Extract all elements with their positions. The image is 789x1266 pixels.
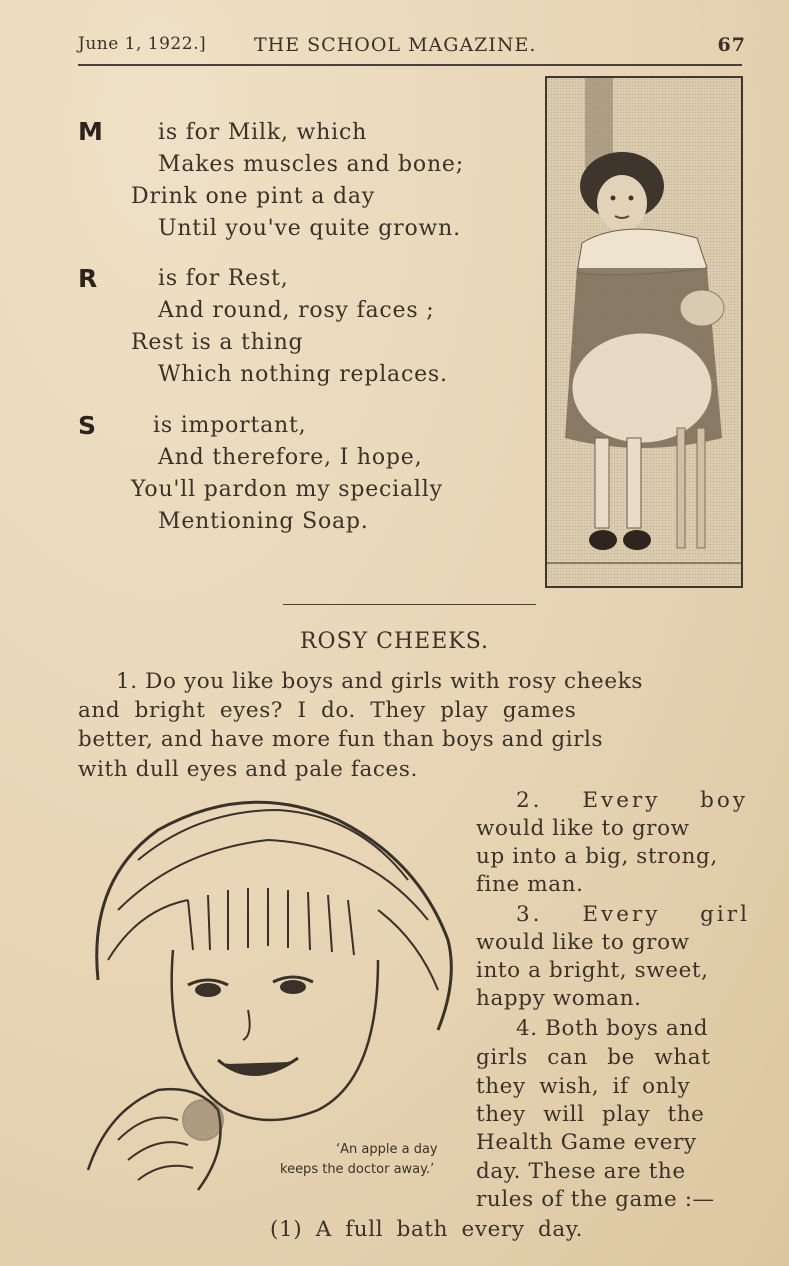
paragraph-line: day. These are the [476,1159,686,1184]
paragraph-line: and bright eyes? I do. They play games [78,698,577,723]
page-header [78,34,746,62]
header-rule [78,64,742,66]
header-date: June 1, 1922.] [78,34,207,54]
paragraph-line: (1) A full bath every day. [270,1217,584,1242]
paragraph-line: they will play the [476,1102,705,1127]
verse-line: Until you've quite grown. [158,216,461,241]
paragraph-line: would like to grow [476,930,690,955]
paragraph-line: up into a big, strong, [476,844,718,869]
paragraph-line: with dull eyes and pale faces. [78,757,418,782]
paragraph-line: better, and have more fun than boys and girls [78,727,604,752]
paragraph-line: 2. Every boy [516,788,749,813]
verse-line: is for Rest, [158,266,289,291]
verse-line: Rest is a thing [131,330,304,355]
verse-line: is for Milk, which [158,120,368,145]
section-title: ROSY CHEEKS. [299,629,490,654]
verse-initial: R [78,264,98,293]
girl-with-lamb-image [547,78,741,586]
paragraph-line: 4. Both boys and [516,1016,709,1041]
verse-initial: S [78,411,97,440]
illustration-caption: keeps the doctor away.’ [280,1162,435,1177]
illustration-caption: ‘An apple a day [336,1142,438,1157]
paragraph-line: rules of the game :— [476,1187,715,1212]
page-number: 67 [717,34,746,56]
verse-line: You'll pardon my specially [131,477,443,502]
verse-initial: M [78,117,103,146]
verse-line: Makes muscles and bone; [158,152,464,177]
section-separator [283,604,536,605]
verse-line: is important, [153,413,307,438]
girl-photograph [545,76,743,588]
paragraph-line: into a bright, sweet, [476,958,709,983]
verse-line: And round, rosy faces ; [158,298,435,323]
verse-line: Drink one pint a day [131,184,375,209]
paragraph-line: Health Game every [476,1130,697,1155]
paragraph-line: girls can be what [476,1045,711,1070]
verse-line: Mentioning Soap. [158,509,369,534]
magazine-title: THE SCHOOL MAGAZINE. [254,34,537,56]
child-illustration [78,790,468,1250]
paragraph-line: 3. Every girl [516,902,750,927]
paragraph-line: would like to grow [476,816,690,841]
verse-line: Which nothing replaces. [158,362,448,387]
paragraph-line: they wish, if only [476,1074,691,1099]
verse-line: And therefore, I hope, [158,445,423,470]
paragraph-line: 1. Do you like boys and girls with rosy cheeks [116,669,643,694]
paragraph-line: happy woman. [476,986,642,1011]
paragraph-line: fine man. [476,872,584,897]
